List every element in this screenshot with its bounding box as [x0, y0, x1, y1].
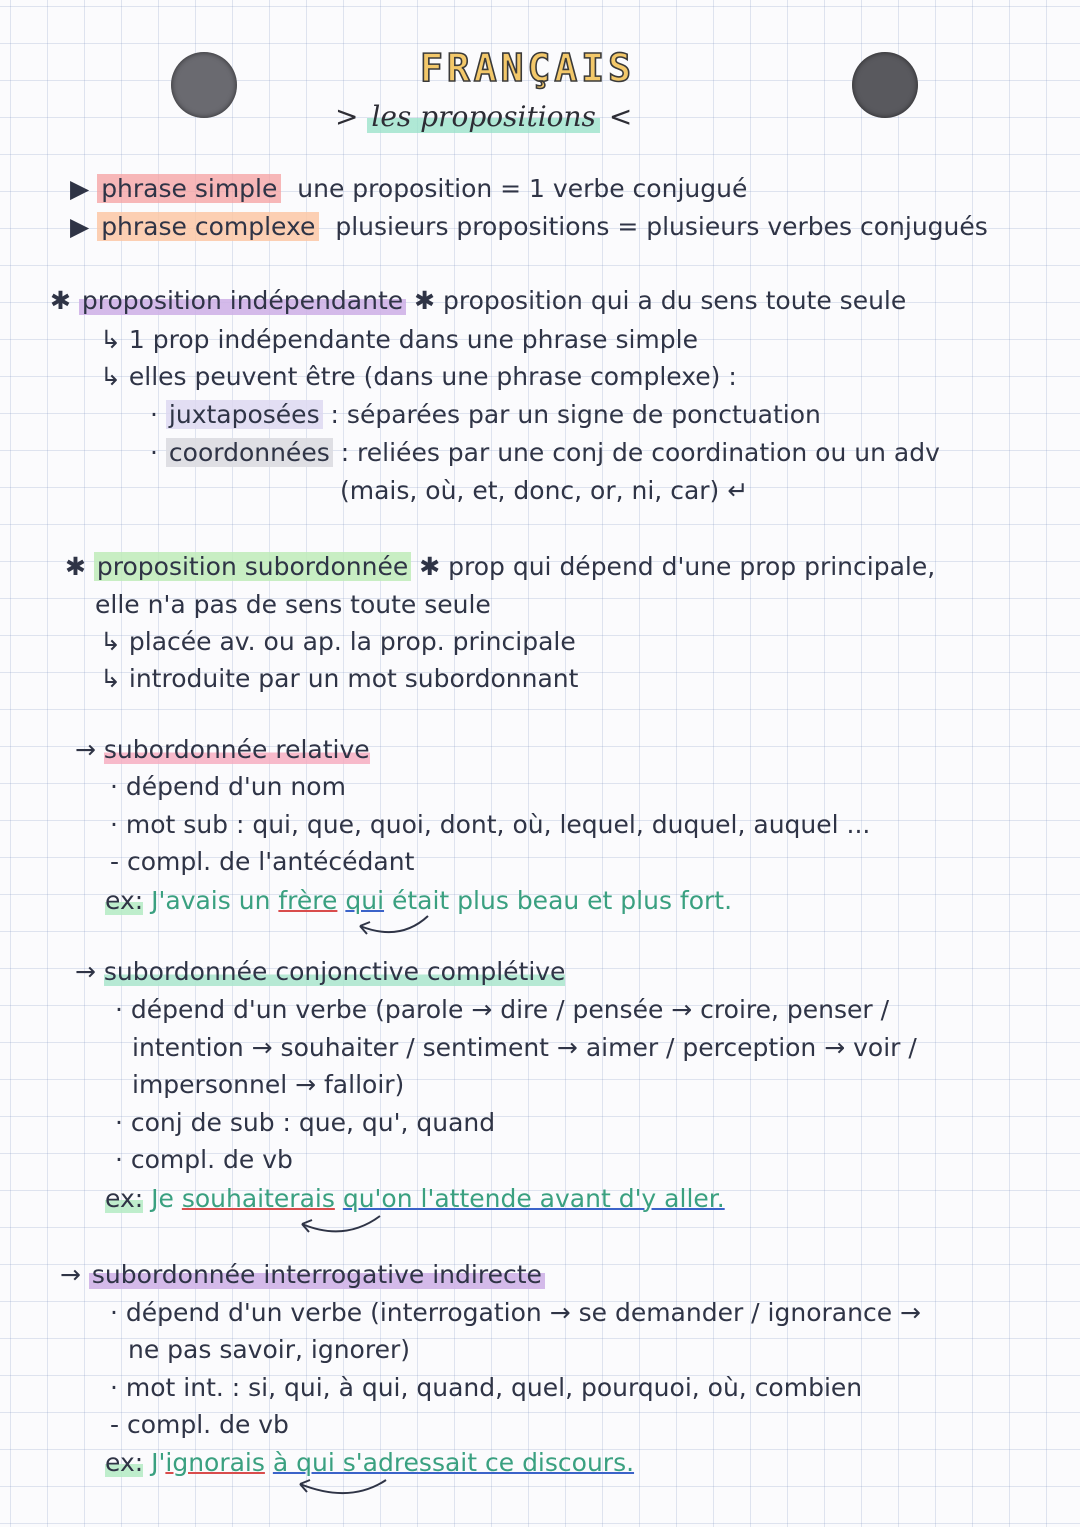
subordonnee-heading-line: [65, 550, 935, 584]
phrase-simple-definition: une proposition = 1 verbe conjugué: [297, 174, 748, 203]
relative-bullet-2: · mot sub : qui, que, quoi, dont, où, lequel, duquel, auquel ...: [110, 810, 871, 839]
relative-bullet-3: - compl. de l'antécédant: [110, 847, 415, 876]
curved-arrow-icon: [290, 1474, 400, 1504]
example-label: ex:: [105, 886, 144, 915]
example-label: ex:: [105, 1448, 144, 1477]
curved-arrow-icon: [290, 1212, 390, 1242]
completive-bullet-3: · compl. de vb: [115, 1145, 293, 1174]
completive-bullet-1c: impersonnel → falloir): [132, 1070, 405, 1099]
independante-heading-line: [50, 284, 906, 318]
star-icon: ✱: [50, 286, 71, 315]
example-relative-pronoun: qui: [345, 886, 385, 915]
completive-bullet-1b: intention → souhaiter / sentiment → aimer / perception → voir /: [132, 1033, 917, 1062]
interrogative-bullet-3: - compl. de vb: [110, 1410, 289, 1439]
punch-hole-left: [171, 52, 237, 118]
coordonnees-definition: : reliées par une conj de coordination ou un adv: [340, 438, 940, 467]
subordonnee-line-1: ↳ placée av. ou ap. la prop. principale: [100, 627, 576, 656]
example-main-verb: souhaiterais: [181, 1184, 335, 1213]
subtitle-open-mark: >: [335, 100, 359, 133]
relative-heading-line: [75, 733, 370, 767]
example-text-end: était plus beau et plus fort.: [391, 886, 733, 915]
star-icon: ✱: [414, 286, 436, 315]
subordonnee-definition-2: elle n'a pas de sens toute seule: [95, 590, 491, 619]
interrogative-bullet-2: · mot int. : si, qui, à qui, quand, quel, pourquoi, où, combien: [110, 1373, 863, 1402]
completive-heading: subordonnée conjonctive complétive: [103, 957, 566, 986]
example-text-end: qu'on l'attende avant d'y aller.: [342, 1184, 725, 1213]
completive-bullet-2: · conj de sub : que, qu', quand: [115, 1108, 496, 1137]
arrow-right-icon: →: [60, 1260, 81, 1289]
subordonnee-term: proposition subordonnée: [94, 552, 411, 581]
example-text-start: J': [151, 1448, 166, 1477]
juxtaposees-line: · juxtaposées : séparées par un signe de ponctuation: [150, 400, 821, 429]
coordonnees-line: · coordonnées : reliées par une conj de coordination ou un adv: [150, 438, 940, 467]
coordonnees-term: coordonnées: [166, 438, 333, 467]
completive-bullet-1: · dépend d'un verbe (parole → dire / pensée → croire, penser /: [115, 995, 890, 1024]
juxtaposees-term: juxtaposées: [166, 400, 323, 429]
interrogative-bullet-1: · dépend d'un verbe (interrogation → se demander / ignorance →: [110, 1298, 921, 1327]
intro-simple-line: [70, 172, 747, 206]
relative-heading: subordonnée relative: [103, 735, 370, 764]
example-main-verb: ignorais: [165, 1448, 265, 1477]
interrogative-heading-line: [60, 1258, 545, 1292]
independante-line-2: ↳ elles peuvent être (dans une phrase complexe) :: [100, 362, 737, 391]
example-antecedent: frère: [278, 886, 338, 915]
bullet-triangle-icon: ▶: [70, 174, 90, 203]
example-text-start: J'avais un: [151, 886, 271, 915]
subordonnee-definition: prop qui dépend d'une prop principale,: [448, 552, 936, 581]
arrow-right-icon: →: [75, 735, 96, 764]
relative-bullet-1: · dépend d'un nom: [110, 772, 346, 801]
coordonnees-list: (mais, où, et, donc, or, ni, car) ↵: [340, 476, 749, 505]
subtitle-close-mark: <: [608, 100, 633, 133]
independante-definition: proposition qui a du sens toute seule: [442, 286, 907, 315]
star-icon: ✱: [65, 552, 86, 581]
interrogative-bullet-1b: ne pas savoir, ignorer): [128, 1335, 410, 1364]
example-text-end: à qui s'adressait ce discours.: [272, 1448, 635, 1477]
intro-complex-line: [70, 210, 988, 244]
independante-term: proposition indépendante: [79, 286, 406, 315]
interrogative-heading: subordonnée interrogative indirecte: [89, 1260, 545, 1289]
phrase-complexe-term: phrase complexe: [97, 212, 319, 241]
example-text-start: Je: [151, 1184, 174, 1213]
punch-hole-right: [852, 52, 918, 118]
bullet-triangle-icon: ▶: [70, 212, 90, 241]
completive-heading-line: [75, 955, 565, 989]
completive-example: [105, 1182, 725, 1216]
juxtaposees-definition: : séparées par un signe de ponctuation: [330, 400, 821, 429]
star-icon: ✱: [419, 552, 441, 581]
independante-line-1: ↳ 1 prop indépendante dans une phrase simple: [100, 325, 698, 354]
subordonnee-line-2: ↳ introduite par un mot subordonnant: [100, 664, 579, 693]
subtitle-text: les propositions: [367, 100, 600, 133]
page-title: FRANÇAIS: [420, 46, 636, 90]
phrase-complexe-definition: plusieurs propositions = plusieurs verbes conjugués: [335, 212, 988, 241]
curved-arrow-icon: [350, 912, 440, 942]
phrase-simple-term: phrase simple: [97, 174, 281, 203]
example-label: ex:: [105, 1184, 144, 1213]
arrow-right-icon: →: [75, 957, 96, 986]
page-subtitle: [335, 100, 632, 133]
